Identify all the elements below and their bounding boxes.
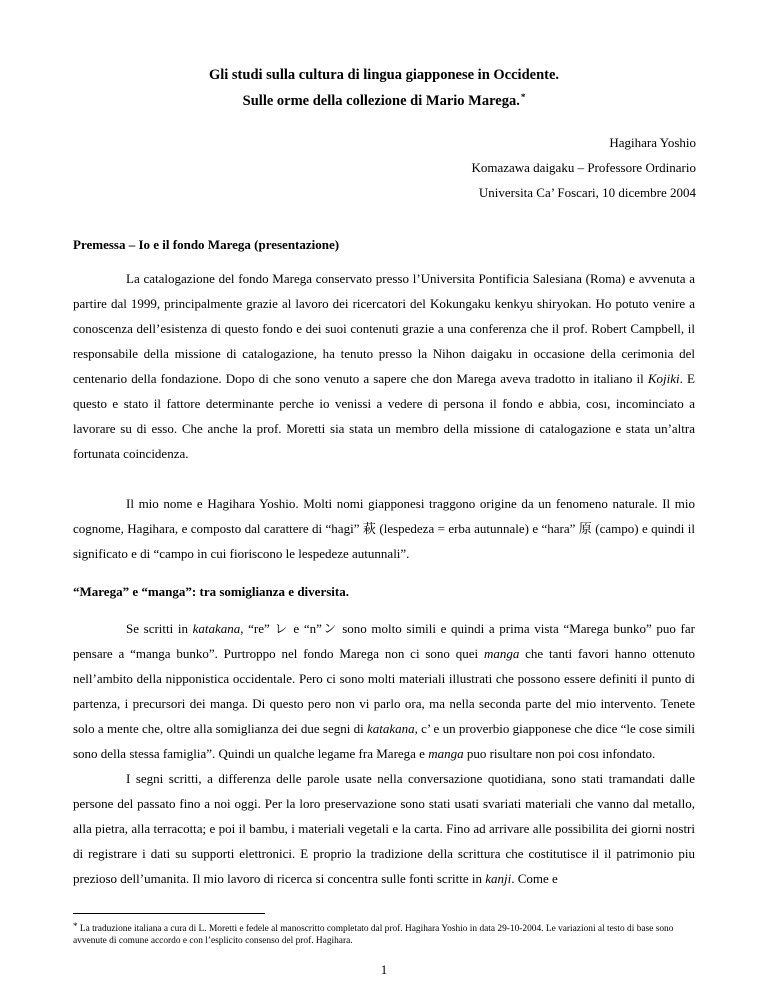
venue-date: Universita Ca’ Foscari, 10 dicembre 2004 [478,185,696,200]
paragraph-text: La catalogazione del fondo Marega conservato presso l’Universita Pontificia Salesiana (Roma) e avvenuta a partire dal 1999, principalmente grazie al lavoro dei ricercatori del Kokungaku kenkyu shiryokan. Ho potuto venire a conoscenza dell’esistenza di questo fondo e dei suoi contenuti grazie a una conferenza che il prof. Robert Campbell, il responsabile della missione di catalogazione, ha tenuto presso la Nihon daigaku in occasione della cerimonia del centenario della fondazione. Dopo di che sono venuto a sapere che don Marega aveva tradotto in italiano il [73,271,695,386]
paragraph-nome [73,491,695,566]
paragraph-catalogazione [73,266,695,466]
paragraph-text: , c’ e un proverbio giapponese che dice “le cose simili sono della stessa famiglia”. Quindi un qualche legame fra Marega e [73,721,695,761]
paragraph-text: I segni scritti, a differenza delle parole usate nella conversazione quotidiana, sono stati tramandati dalle persone del passato fino a noi oggi. Per la loro preservazione sono stati usati svariati materiali che vanno dal metallo, alla pietra, alla terracotta; e poi il bambu, i materiali vegetali e la carta. Fino ad arrivare alle possibilita dei giorni nostri di registrare i dati su supporti elettronici. E proprio la tradizione della scrittura che costitutisce il il patrimonio piu prezioso dell’umanita. Il mio lavoro di ricerca si concentra sulle fonti scritte in [73,771,695,886]
section-heading-premessa: Premessa – Io e il fondo Marega (presentazione) [73,237,340,252]
italic-term-kanji: kanji [485,871,512,886]
title-line-1 [0,67,768,84]
paragraph-katakana [73,616,695,766]
title-text-1: Gli studi sulla cultura di lingua giapponese in Occidente. [208,67,560,83]
author-name: Hagihara Yoshio [609,135,696,150]
italic-term-manga: manga [428,746,464,761]
italic-term-kojiki: Kojiki [647,371,680,386]
paragraph-text: . E questo e stato il fattore determinante perche io venissi a vedere di persona il fondo e abbia, cosı, incominciato a lavorare su di esso. Che anche la prof. Moretti sia stata un membro della missione di catalogazione e stata un’altra fortunata coincidenza. [73,371,695,461]
title-footnote-mark: * [520,92,526,102]
italic-term-katakana: katakana [192,621,241,636]
italic-term-katakana: katakana [366,721,415,736]
paragraph-text: Se scritti in [126,621,193,636]
paragraph-text: , “re” レ e “n”ン sono molto simili e quindi a prima vista “Marega bunko” puo far pensare a “manga bunko”. Purtroppo nel fondo Marega non ci sono quei [73,621,695,661]
title-line-2 [0,92,768,110]
paragraph-text: che tanti favori hanno ottenuto nell’ambito della nipponistica occidentale. Pero ci sono molti materiali illustrati che possono essere definiti il punto di partenza, i precursori dei manga. Di questo pero non vi parlo ora, ma nella seconda parte del mio intervento. Tenete solo a mente che, oltre alla somiglianza dei due segni di [73,646,695,736]
footnote [73,920,698,947]
italic-term-manga: manga [483,646,520,661]
paragraph-text: puo risultare non poi cosı infondato. [463,746,656,761]
title-text-2: Sulle orme della collezione di Mario Marega. [242,93,520,109]
footnote-mark: * [73,921,78,931]
section-heading-marega-manga: “Marega” e “manga”: tra somiglianza e diversita. [73,584,349,599]
author-affiliation: Komazawa daigaku – Professore Ordinario [471,160,696,175]
paragraph-text: . Come e [511,871,558,886]
page-number: 1 [380,962,388,977]
paragraph-text: Il mio nome e Hagihara Yoshio. Molti nomi giapponesi traggono origine da un fenomeno naturale. Il mio cognome, Hagihara, e composto dal carattere di “hagi” 萩 (lespedeza = erba autunnale) e “hara” 原 (campo) e quindi il significato e di “campo in cui fioriscono le lespedeze autunnali”. [73,496,695,561]
footnote-separator [73,913,265,914]
footnote-text: La traduzione italiana a cura di L. Moretti e fedele al manoscritto completato dal prof. Hagihara Yoshio in data 29-10-2004. Le variazioni al testo di base sono avvenute di comune accordo e con l’esplicito consenso del prof. Hagihara. [73,924,674,946]
paragraph-segni-scritti [73,766,695,891]
